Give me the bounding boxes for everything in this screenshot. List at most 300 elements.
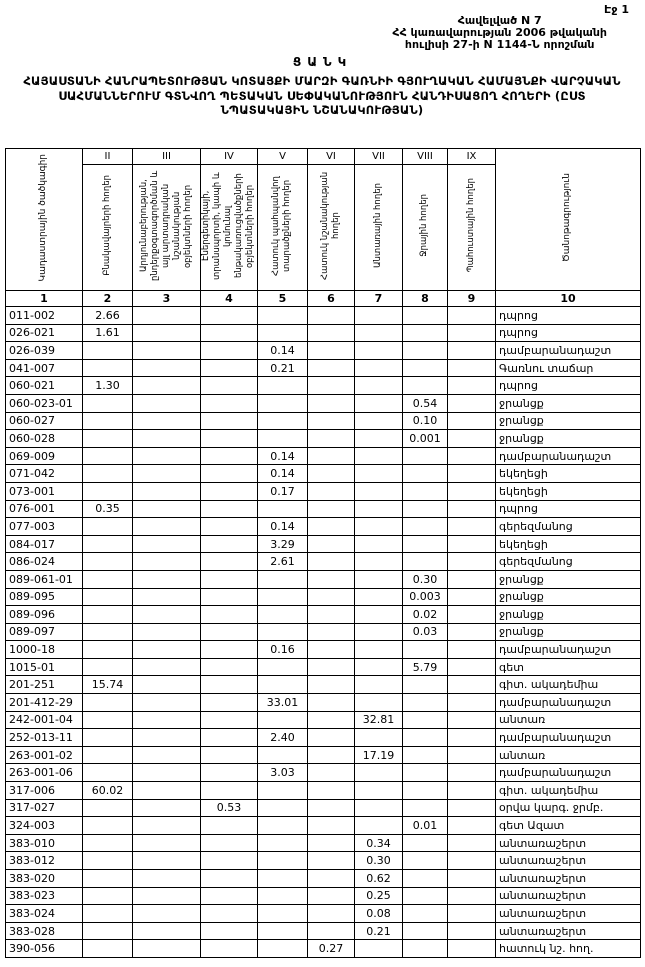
cell-cadastral-code: 252-013-11: [6, 729, 83, 747]
cell-area-value: 0.30: [403, 570, 448, 588]
header-industrial-lands: Արդյունաբերության, ընդերքօգտագործման և այլ արտադրական նշանակության օբյեկտների հողեր: [133, 165, 201, 291]
cell-area-value: [258, 887, 308, 905]
roman-viii: VIII: [403, 149, 448, 165]
cell-cadastral-code: 263-001-06: [6, 764, 83, 782]
cell-area-value: [201, 570, 258, 588]
cell-area-value: [448, 359, 496, 377]
cell-area-value: [133, 694, 201, 712]
table-row: [6, 729, 641, 747]
table-body: [6, 307, 641, 958]
cell-area-value: [258, 834, 308, 852]
cell-area-value: [448, 518, 496, 536]
cell-area-value: [201, 746, 258, 764]
cell-area-value: [83, 641, 133, 659]
cell-area-value: [308, 711, 355, 729]
cell-area-value: [308, 905, 355, 923]
table-row: [6, 606, 641, 624]
cell-note: ջրանցք: [496, 606, 641, 624]
cell-area-value: 0.35: [83, 500, 133, 518]
cell-area-value: [355, 588, 403, 606]
cell-area-value: [448, 394, 496, 412]
table-row: [6, 430, 641, 448]
table-row: [6, 940, 641, 958]
table-row: [6, 764, 641, 782]
cell-area-value: [308, 500, 355, 518]
cell-area-value: [448, 482, 496, 500]
cell-area-value: [201, 324, 258, 342]
cell-cadastral-code: 060-027: [6, 412, 83, 430]
table-row: [6, 342, 641, 360]
cell-area-value: 17.19: [355, 746, 403, 764]
cell-area-value: [403, 342, 448, 360]
cell-area-value: [258, 623, 308, 641]
cell-cadastral-code: 383-024: [6, 905, 83, 923]
cell-area-value: 0.14: [258, 447, 308, 465]
cell-area-value: [448, 588, 496, 606]
header-forest-lands: Անտառային հողեր: [355, 165, 403, 291]
cell-area-value: [403, 940, 448, 958]
header-notes-label: Ծանոթագրություն: [562, 173, 573, 263]
col-num-6: 6: [308, 291, 355, 307]
table-row: [6, 623, 641, 641]
cell-area-value: [403, 799, 448, 817]
cell-area-value: 0.10: [403, 412, 448, 430]
cell-note: ջրանցք: [496, 570, 641, 588]
roman-numeral-row: [6, 149, 641, 165]
cell-area-value: [258, 658, 308, 676]
cell-note: ջրանցք: [496, 394, 641, 412]
cell-area-value: 33.01: [258, 694, 308, 712]
cell-area-value: [355, 324, 403, 342]
cell-note: եկեղեցի: [496, 482, 641, 500]
cell-area-value: 0.30: [355, 852, 403, 870]
cell-cadastral-code: 060-021: [6, 377, 83, 395]
cell-area-value: [133, 887, 201, 905]
table-row: [6, 307, 641, 325]
cell-cadastral-code: 383-020: [6, 870, 83, 888]
cell-area-value: [83, 447, 133, 465]
roman-ii: II: [83, 149, 133, 165]
cell-note: ջրանցք: [496, 412, 641, 430]
cell-area-value: [308, 676, 355, 694]
cell-area-value: [448, 658, 496, 676]
cell-area-value: [448, 342, 496, 360]
cell-area-value: [133, 817, 201, 835]
cell-cadastral-code: 026-021: [6, 324, 83, 342]
cell-area-value: [133, 606, 201, 624]
cell-area-value: [448, 905, 496, 923]
cell-area-value: [201, 905, 258, 923]
cell-note: դամբարանադաշտ: [496, 694, 641, 712]
cell-area-value: [258, 870, 308, 888]
cell-area-value: [355, 623, 403, 641]
roman-v: V: [258, 149, 308, 165]
cell-note: հատուկ նշ. հող.: [496, 940, 641, 958]
cell-area-value: [133, 359, 201, 377]
cell-area-value: [308, 482, 355, 500]
cell-area-value: [448, 324, 496, 342]
cell-area-value: [83, 729, 133, 747]
cell-area-value: [133, 711, 201, 729]
header-energy-transport-lands: Էներգետիկայի, տրանսպորտի, կապի և կոմունալ ենթակառուցվածքների օբյեկտների հողեր: [201, 165, 258, 291]
cell-area-value: [133, 852, 201, 870]
table-row: [6, 887, 641, 905]
cell-area-value: [448, 834, 496, 852]
cell-area-value: [258, 430, 308, 448]
cell-note: եկեղեցի: [496, 535, 641, 553]
document-title: ՀԱՅԱՍՏԱՆԻ ՀԱՆՐԱՊԵՏՈՒԹՅԱՆ ԿՈՏԱՅՔԻ ՄԱՐԶԻ ԳԱՌՆԻԻ ԳՅՈՒՂԱԿԱՆ ՀԱՄԱՅՆՔԻ ՎԱՐՉԱԿԱՆ ՍԱՀՄԱՆՆԵՐՈՒՄ ԳՏՆՎՈՂ ՊԵՏԱԿԱՆ ՍԵՓԱԿԱՆՈՒԹՅՈՒՆ ՀԱՆԴԻՍԱՑՈՂ ՀՈՂԵՐԻ (ԸՍՏ ՆՊԱՏԱԿԱՅԻՆ ՆՇԱՆԱԿՈՒԹՅԱՆ): [23, 74, 621, 118]
cell-area-value: 0.16: [258, 641, 308, 659]
table-row: [6, 922, 641, 940]
cell-area-value: [448, 430, 496, 448]
table-row: [6, 641, 641, 659]
cell-area-value: [133, 940, 201, 958]
cell-area-value: [448, 940, 496, 958]
cell-cadastral-code: 324-003: [6, 817, 83, 835]
roman-iv: IV: [201, 149, 258, 165]
cell-area-value: [448, 553, 496, 571]
cell-area-value: [201, 641, 258, 659]
cell-area-value: [308, 922, 355, 940]
table-row: [6, 588, 641, 606]
cell-cadastral-code: 383-028: [6, 922, 83, 940]
cell-area-value: [133, 623, 201, 641]
cell-area-value: [355, 817, 403, 835]
header-notes: [496, 149, 641, 291]
cell-area-value: [133, 641, 201, 659]
cell-area-value: [355, 764, 403, 782]
cell-area-value: 5.79: [403, 658, 448, 676]
cell-cadastral-code: 073-001: [6, 482, 83, 500]
cell-area-value: 0.03: [403, 623, 448, 641]
cell-area-value: [83, 588, 133, 606]
cell-area-value: [201, 465, 258, 483]
cell-area-value: 3.29: [258, 535, 308, 553]
table-row: [6, 782, 641, 800]
cell-area-value: [403, 782, 448, 800]
col-num-3: 3: [133, 291, 201, 307]
cell-area-value: [448, 412, 496, 430]
cell-area-value: [448, 641, 496, 659]
cell-area-value: [258, 307, 308, 325]
cell-area-value: [201, 834, 258, 852]
cell-cadastral-code: 201-412-29: [6, 694, 83, 712]
cell-area-value: [448, 887, 496, 905]
header-water-lands: Ջրային հողեր: [403, 165, 448, 291]
cell-area-value: [308, 377, 355, 395]
cell-area-value: [133, 658, 201, 676]
cell-note: անտառաշերտ: [496, 870, 641, 888]
cell-area-value: [133, 746, 201, 764]
cell-area-value: 0.54: [403, 394, 448, 412]
cell-area-value: [83, 922, 133, 940]
table-row: [6, 324, 641, 342]
cell-area-value: [83, 482, 133, 500]
cell-area-value: [201, 518, 258, 536]
cell-area-value: [448, 746, 496, 764]
cell-area-value: [403, 887, 448, 905]
cell-note: գերեզմանոց: [496, 518, 641, 536]
cell-area-value: [448, 465, 496, 483]
table-header: [6, 149, 641, 307]
cell-area-value: 0.01: [403, 817, 448, 835]
cell-note: դամբարանադաշտ: [496, 641, 641, 659]
cell-area-value: [133, 394, 201, 412]
cell-area-value: [308, 623, 355, 641]
cell-note: անտառաշերտ: [496, 887, 641, 905]
cell-note: անտառաշերտ: [496, 834, 641, 852]
table-row: [6, 658, 641, 676]
cell-area-value: [133, 324, 201, 342]
cell-area-value: [448, 729, 496, 747]
cell-area-value: [83, 518, 133, 536]
cell-area-value: [355, 500, 403, 518]
cell-area-value: [308, 834, 355, 852]
cell-area-value: [201, 676, 258, 694]
cell-area-value: [448, 606, 496, 624]
cell-area-value: [355, 342, 403, 360]
cell-area-value: [355, 641, 403, 659]
cell-note: գիտ. ակադեմիա: [496, 676, 641, 694]
cell-cadastral-code: 071-042: [6, 465, 83, 483]
cell-area-value: [83, 870, 133, 888]
cell-area-value: [355, 359, 403, 377]
cell-area-value: [133, 465, 201, 483]
cell-area-value: [258, 852, 308, 870]
cell-cadastral-code: 317-006: [6, 782, 83, 800]
table-row: [6, 676, 641, 694]
cell-area-value: [448, 676, 496, 694]
cell-area-value: [448, 447, 496, 465]
header-special-purpose-lands: Հատուկ նշանակության հողեր: [308, 165, 355, 291]
cell-area-value: [83, 799, 133, 817]
cell-area-value: [403, 307, 448, 325]
cell-area-value: [355, 482, 403, 500]
cell-area-value: [133, 307, 201, 325]
cell-area-value: [133, 570, 201, 588]
cell-note: գերեզմանոց: [496, 553, 641, 571]
cell-area-value: [83, 834, 133, 852]
cell-area-value: [355, 676, 403, 694]
cell-area-value: [201, 553, 258, 571]
cell-area-value: [258, 711, 308, 729]
cell-area-value: 0.08: [355, 905, 403, 923]
cell-area-value: [355, 447, 403, 465]
table-row: [6, 852, 641, 870]
cell-cadastral-code: 060-028: [6, 430, 83, 448]
cell-area-value: [258, 746, 308, 764]
cell-area-value: [201, 623, 258, 641]
cell-area-value: [308, 430, 355, 448]
cell-area-value: [83, 694, 133, 712]
cell-area-value: [403, 359, 448, 377]
cell-area-value: [83, 905, 133, 923]
cell-area-value: [258, 905, 308, 923]
table-row: [6, 359, 641, 377]
cell-area-value: 1.61: [83, 324, 133, 342]
cell-area-value: [83, 430, 133, 448]
cell-area-value: [308, 465, 355, 483]
cell-area-value: [133, 922, 201, 940]
cell-area-value: [403, 905, 448, 923]
cell-area-value: [308, 606, 355, 624]
cell-note: Գառնու տաճար: [496, 359, 641, 377]
cell-area-value: [308, 447, 355, 465]
cell-area-value: [133, 518, 201, 536]
cell-area-value: [308, 817, 355, 835]
cell-area-value: 0.14: [258, 518, 308, 536]
table-row: [6, 711, 641, 729]
cell-area-value: [258, 324, 308, 342]
cell-area-value: [308, 887, 355, 905]
col-num-10: 10: [496, 291, 641, 307]
roman-iii: III: [133, 149, 201, 165]
cell-area-value: [355, 606, 403, 624]
cell-area-value: 32.81: [355, 711, 403, 729]
cell-area-value: 0.02: [403, 606, 448, 624]
cell-area-value: [403, 324, 448, 342]
cell-area-value: [308, 588, 355, 606]
annex-line-2: ՀՀ կառավարության 2006 թվականի: [392, 26, 607, 40]
cell-area-value: [83, 746, 133, 764]
cell-cadastral-code: 317-027: [6, 799, 83, 817]
cell-area-value: [133, 342, 201, 360]
cell-area-value: [448, 377, 496, 395]
cell-area-value: [133, 412, 201, 430]
cell-note: դպրոց: [496, 377, 641, 395]
table-row: [6, 905, 641, 923]
cell-area-value: 0.21: [355, 922, 403, 940]
cell-note: ջրանցք: [496, 623, 641, 641]
cell-area-value: [403, 518, 448, 536]
cell-area-value: [355, 535, 403, 553]
cell-area-value: [403, 852, 448, 870]
cell-area-value: [83, 606, 133, 624]
cell-area-value: [308, 694, 355, 712]
page-number: Էջ 1: [604, 3, 629, 16]
cell-cadastral-code: 089-061-01: [6, 570, 83, 588]
cell-area-value: [308, 746, 355, 764]
cell-area-value: [308, 799, 355, 817]
cell-area-value: [448, 623, 496, 641]
cell-area-value: [308, 852, 355, 870]
cell-area-value: [403, 641, 448, 659]
cell-area-value: [355, 799, 403, 817]
table-row: [6, 553, 641, 571]
cell-note: օրվա կարգ. ջրմբ.: [496, 799, 641, 817]
cell-area-value: [133, 905, 201, 923]
cell-cadastral-code: 026-039: [6, 342, 83, 360]
cell-cadastral-code: 089-096: [6, 606, 83, 624]
cell-area-value: [133, 447, 201, 465]
cell-area-value: [403, 447, 448, 465]
cell-area-value: [201, 412, 258, 430]
cell-cadastral-code: 041-007: [6, 359, 83, 377]
cell-cadastral-code: 383-023: [6, 887, 83, 905]
column-number-row: [6, 291, 641, 307]
cell-area-value: [258, 412, 308, 430]
cell-area-value: [308, 870, 355, 888]
annex-line-1: Հավելված N 7: [457, 14, 542, 27]
cell-area-value: [201, 307, 258, 325]
cell-area-value: [448, 307, 496, 325]
roman-ix: IX: [448, 149, 496, 165]
cell-area-value: [258, 500, 308, 518]
cell-area-value: [133, 588, 201, 606]
cell-area-value: [83, 342, 133, 360]
cell-area-value: [403, 729, 448, 747]
cell-note: եկեղեցի: [496, 465, 641, 483]
cell-note: դամբարանադաշտ: [496, 342, 641, 360]
cell-area-value: [201, 782, 258, 800]
cell-note: գիտ. ակադեմիա: [496, 782, 641, 800]
cell-area-value: [308, 658, 355, 676]
cell-area-value: [201, 922, 258, 940]
cell-area-value: [403, 764, 448, 782]
cell-area-value: [448, 570, 496, 588]
cell-area-value: [83, 394, 133, 412]
cell-area-value: [308, 412, 355, 430]
cell-note: դամբարանադաշտ: [496, 764, 641, 782]
cell-area-value: [403, 922, 448, 940]
cell-cadastral-code: 383-010: [6, 834, 83, 852]
table-row: [6, 834, 641, 852]
cell-area-value: [83, 553, 133, 571]
cell-note: գետ Ազատ: [496, 817, 641, 835]
cell-area-value: [201, 711, 258, 729]
cell-area-value: [133, 764, 201, 782]
cell-area-value: [201, 606, 258, 624]
cell-area-value: [258, 570, 308, 588]
cell-cadastral-code: 060-023-01: [6, 394, 83, 412]
cell-area-value: [83, 940, 133, 958]
cell-area-value: [308, 535, 355, 553]
cell-cadastral-code: 201-251: [6, 676, 83, 694]
cell-area-value: 3.03: [258, 764, 308, 782]
table-row: [6, 817, 641, 835]
col-num-8: 8: [403, 291, 448, 307]
cell-area-value: [83, 570, 133, 588]
cell-area-value: [133, 870, 201, 888]
table-row: [6, 799, 641, 817]
cell-area-value: [448, 870, 496, 888]
cell-area-value: 0.14: [258, 342, 308, 360]
cell-area-value: [83, 658, 133, 676]
cell-note: անտառաշերտ: [496, 852, 641, 870]
cell-note: ջրանցք: [496, 588, 641, 606]
cell-cadastral-code: 089-095: [6, 588, 83, 606]
cell-area-value: [448, 817, 496, 835]
cell-cadastral-code: 076-001: [6, 500, 83, 518]
cell-area-value: [201, 535, 258, 553]
cell-cadastral-code: 383-012: [6, 852, 83, 870]
cell-cadastral-code: 089-097: [6, 623, 83, 641]
annex-line-3: հուլիսի 27-ի N 1144-Ն որոշման: [404, 38, 595, 52]
cell-area-value: [201, 817, 258, 835]
cell-area-value: [133, 430, 201, 448]
cell-area-value: 2.61: [258, 553, 308, 571]
cell-area-value: [201, 764, 258, 782]
cell-area-value: [308, 782, 355, 800]
cell-area-value: 0.53: [201, 799, 258, 817]
table-row: [6, 500, 641, 518]
cell-area-value: [448, 852, 496, 870]
cell-area-value: [448, 799, 496, 817]
cell-area-value: [308, 641, 355, 659]
cell-area-value: [83, 412, 133, 430]
cell-cadastral-code: 242-001-04: [6, 711, 83, 729]
header-settlement-lands: Բնակավայրերի հողեր: [83, 165, 133, 291]
